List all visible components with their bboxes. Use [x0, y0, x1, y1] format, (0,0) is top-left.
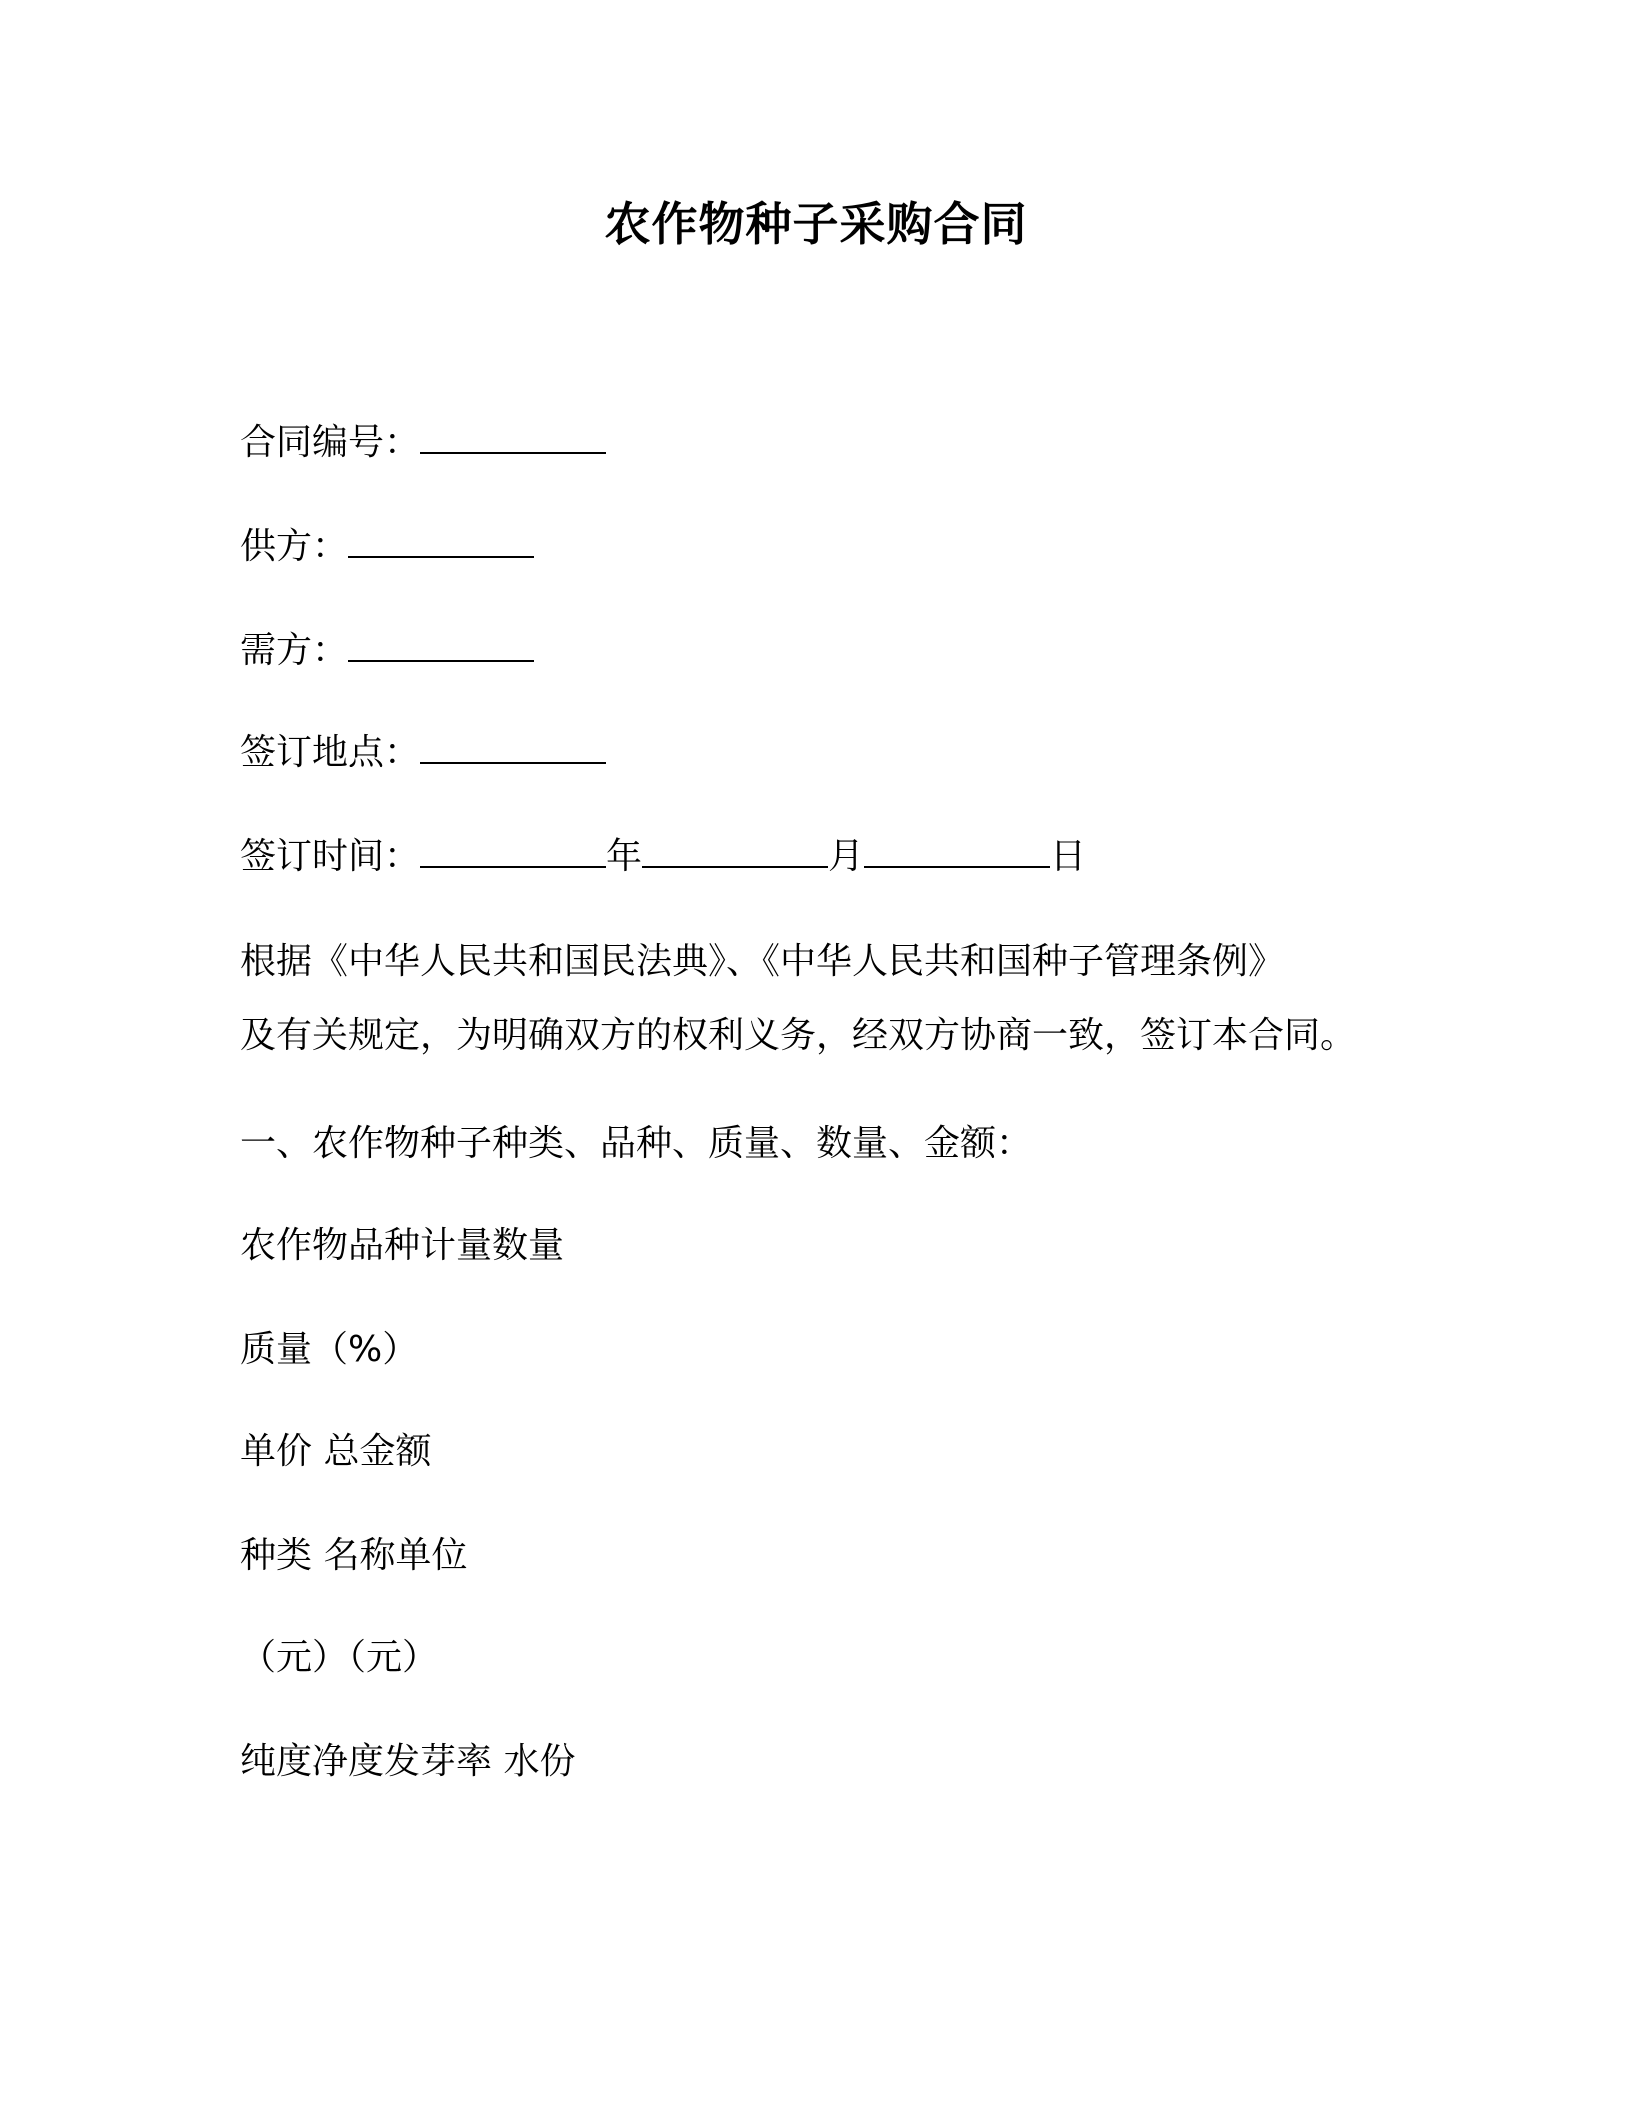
- buyer-label: 需方：: [240, 630, 349, 671]
- sign-month-blank[interactable]: [642, 832, 828, 868]
- contract-number-label: 合同编号：: [240, 422, 421, 463]
- preamble-line-2: 及有关规定，为明确双方的权利义务，经双方协商一致，签订本合同。: [240, 1015, 1357, 1056]
- table-text-3: 单价 总金额: [240, 1431, 432, 1472]
- contract-number-blank[interactable]: [420, 418, 606, 454]
- table-text-4: 种类 名称单位: [240, 1535, 468, 1576]
- table-text-6: 纯度净度发芽率 水份: [240, 1741, 576, 1782]
- buyer-line: [240, 626, 534, 675]
- buyer-blank[interactable]: [348, 626, 534, 662]
- supplier-line: [240, 522, 534, 571]
- contract-number-line: [240, 418, 606, 467]
- supplier-blank[interactable]: [348, 522, 534, 558]
- preamble-paragraph: [240, 925, 1400, 1073]
- sign-time-line: [240, 832, 1086, 881]
- page-title: 农作物种子采购合同: [604, 197, 1028, 251]
- year-label: 年: [606, 836, 643, 877]
- section-1-heading: 一、农作物种子种类、品种、质量、数量、金额：: [240, 1123, 1033, 1164]
- table-text-1: 农作物品种计量数量: [240, 1225, 565, 1266]
- sign-place-label: 签订地点：: [240, 732, 421, 773]
- sign-place-blank[interactable]: [420, 728, 606, 764]
- sign-day-blank[interactable]: [864, 832, 1050, 868]
- table-text-2: 质量（%）: [240, 1329, 419, 1370]
- month-label: 月: [828, 836, 865, 877]
- sign-year-blank[interactable]: [420, 832, 606, 868]
- sign-time-label: 签订时间：: [240, 836, 421, 877]
- table-text-5: （元）（元）: [240, 1637, 439, 1678]
- day-label: 日: [1050, 836, 1087, 877]
- preamble-line-1: 根据《中华人民共和国民法典》、《中华人民共和国种子管理条例》: [240, 941, 1285, 982]
- supplier-label: 供方：: [240, 526, 349, 567]
- sign-place-line: [240, 728, 606, 777]
